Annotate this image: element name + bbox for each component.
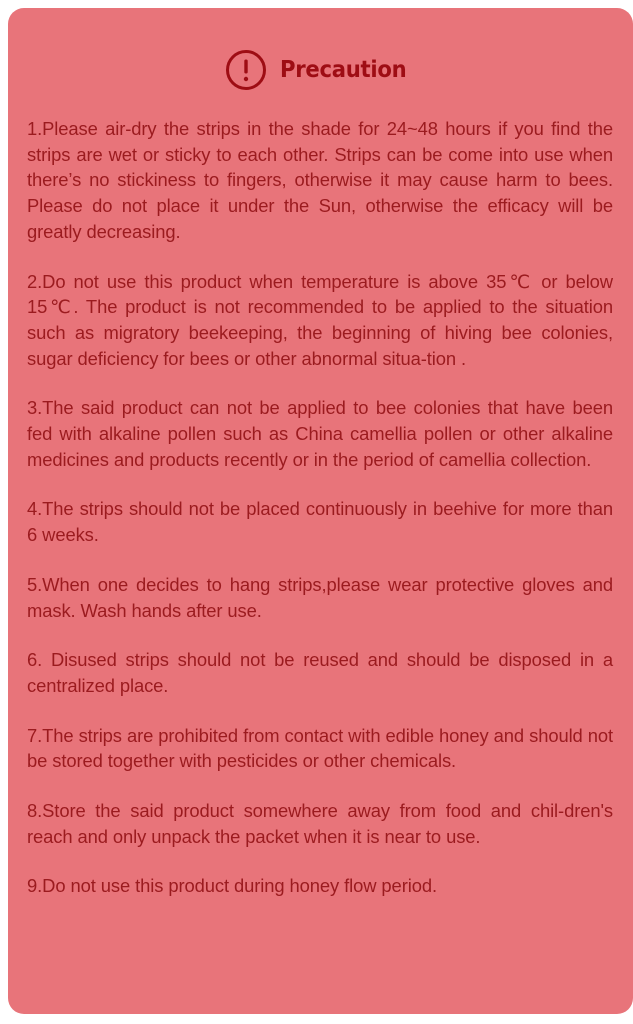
page-title: Precaution xyxy=(279,57,407,83)
precaution-item-9: 9.Do not use this product during honey flow period. xyxy=(27,875,437,897)
precaution-item-5: 5.When one decides to hang strips,please wear protective gloves and mask. Wash hands after use. xyxy=(27,573,613,621)
precaution-list xyxy=(27,116,613,923)
precaution-item-4: 4.The strips should not be placed continuously in beehive for more than 6 weeks. xyxy=(27,498,613,546)
precaution-item-3: 3.The said product can not be applied to bee colonies that have been fed with alkaline pollen such as China camellia pollen or other alkaline medicines and products recently or in the period of camellia collection. xyxy=(27,397,613,470)
header xyxy=(8,48,633,92)
precaution-item-8: 8.Store the said product somewhere away from food and chil-dren's reach and only unpack the packet when it is near to use. xyxy=(27,800,613,847)
precaution-item-6: 6. Disused strips should not be reused and should be disposed in a centralized place. xyxy=(27,649,613,696)
precaution-item-1: 1.Please air-dry the strips in the shade for 24~48 hours if you find the strips are wet or sticky to each other. Strips can be come into use when there’s no stickiness to fingers, otherwise it may cause harm to bees. Please do not place it under the Sun, otherwise the efficacy will be greatly decreasing. xyxy=(27,118,613,242)
exclamation-circle-icon xyxy=(224,48,268,92)
precaution-card xyxy=(8,8,633,1014)
precaution-item-7: 7.The strips are prohibited from contact with edible honey and should not be stored together with pesticides or other chemicals. xyxy=(27,724,613,772)
precaution-item-2: 2.Do not use this product when temperature is above 35℃ or below 15℃. The product is not recommended to be applied to the situation such as migratory beekeeping, the beginning of hiving bee colonies, sugar deficiency for bees or other abnormal situa-tion . xyxy=(27,270,613,369)
